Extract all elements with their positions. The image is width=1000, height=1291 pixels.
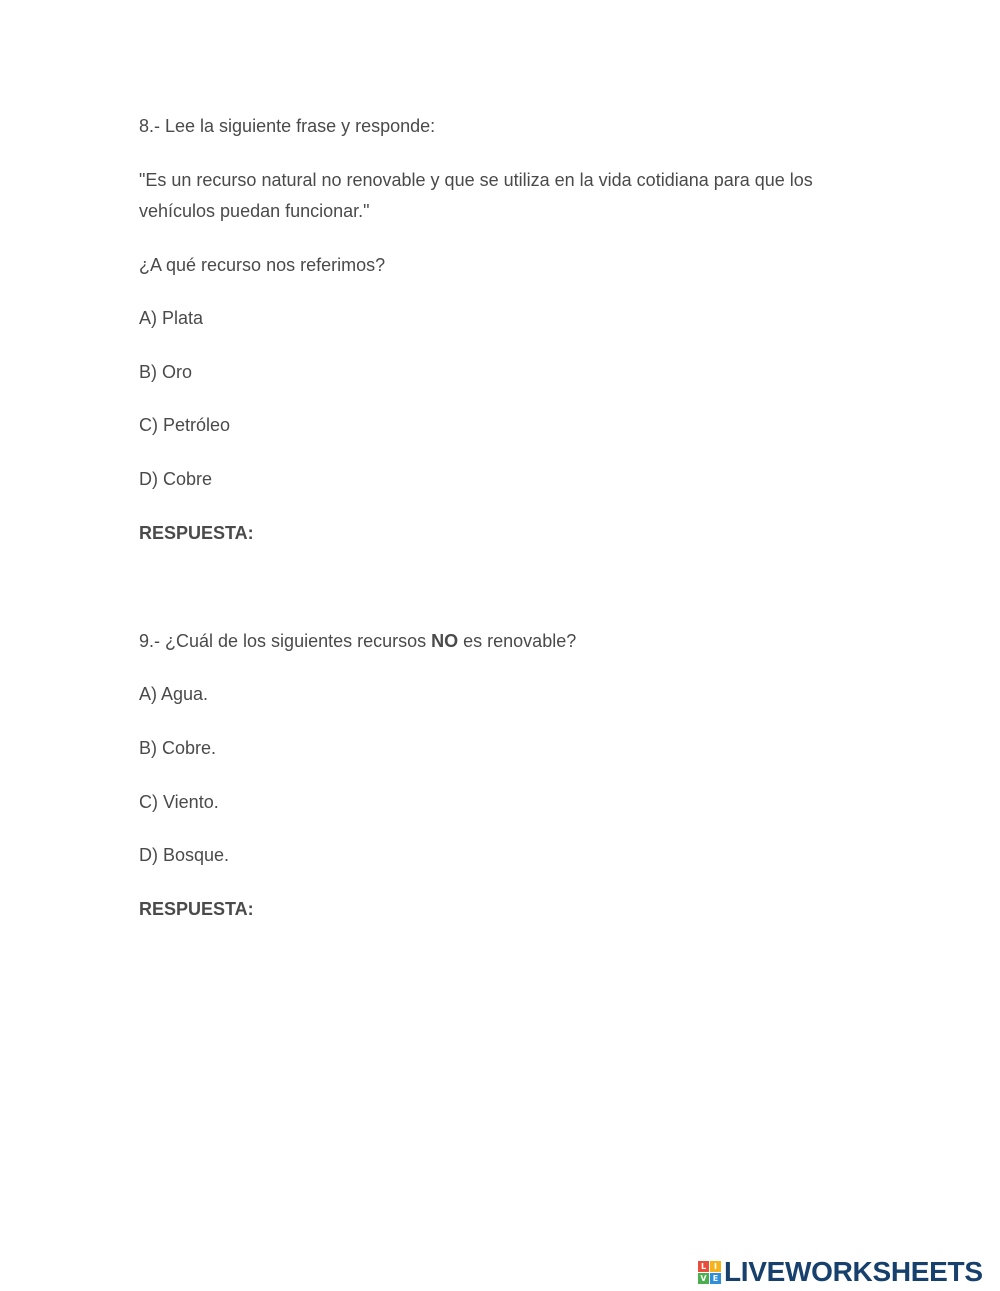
question-8-option-b: B) Oro (139, 362, 193, 382)
logo-block-i: I (710, 1261, 721, 1272)
question-9-prompt (139, 626, 576, 656)
question-8-quote-line-2: vehículos puedan funcionar." (139, 201, 370, 221)
question-8-question: ¿A qué recurso nos referimos? (139, 255, 386, 275)
question-9-prompt-end: es renovable? (458, 631, 577, 651)
logo-icon (698, 1261, 721, 1284)
question-8-quote-line-1: "Es un recurso natural no renovable y que se utiliza en la vida cotidiana para que los (139, 170, 813, 190)
question-9-answer-label: RESPUESTA: (139, 899, 254, 919)
question-8-option-d: D) Cobre (139, 469, 213, 489)
question-8-option-a: A) Plata (139, 308, 204, 328)
logo-block-v: V (698, 1273, 709, 1284)
question-9-option-b: B) Cobre. (139, 738, 217, 758)
question-8-answer-label: RESPUESTA: (139, 523, 254, 543)
question-9-prompt-start: 9.- ¿Cuál de los siguientes recursos (139, 631, 432, 651)
question-8-prompt: 8.- Lee la siguiente frase y responde: (139, 116, 436, 136)
question-9-option-d: D) Bosque. (139, 845, 230, 865)
logo-block-e: E (710, 1273, 721, 1284)
question-9-option-c: C) Viento. (139, 792, 219, 812)
question-9-option-a: A) Agua. (139, 684, 209, 704)
logo-text: LIVEWORKSHEETS (724, 1256, 983, 1287)
question-9-prompt-emphasis: NO (431, 631, 459, 651)
liveworksheets-logo (698, 1258, 983, 1286)
question-8-option-c: C) Petróleo (139, 415, 231, 435)
logo-block-l: L (698, 1261, 709, 1272)
